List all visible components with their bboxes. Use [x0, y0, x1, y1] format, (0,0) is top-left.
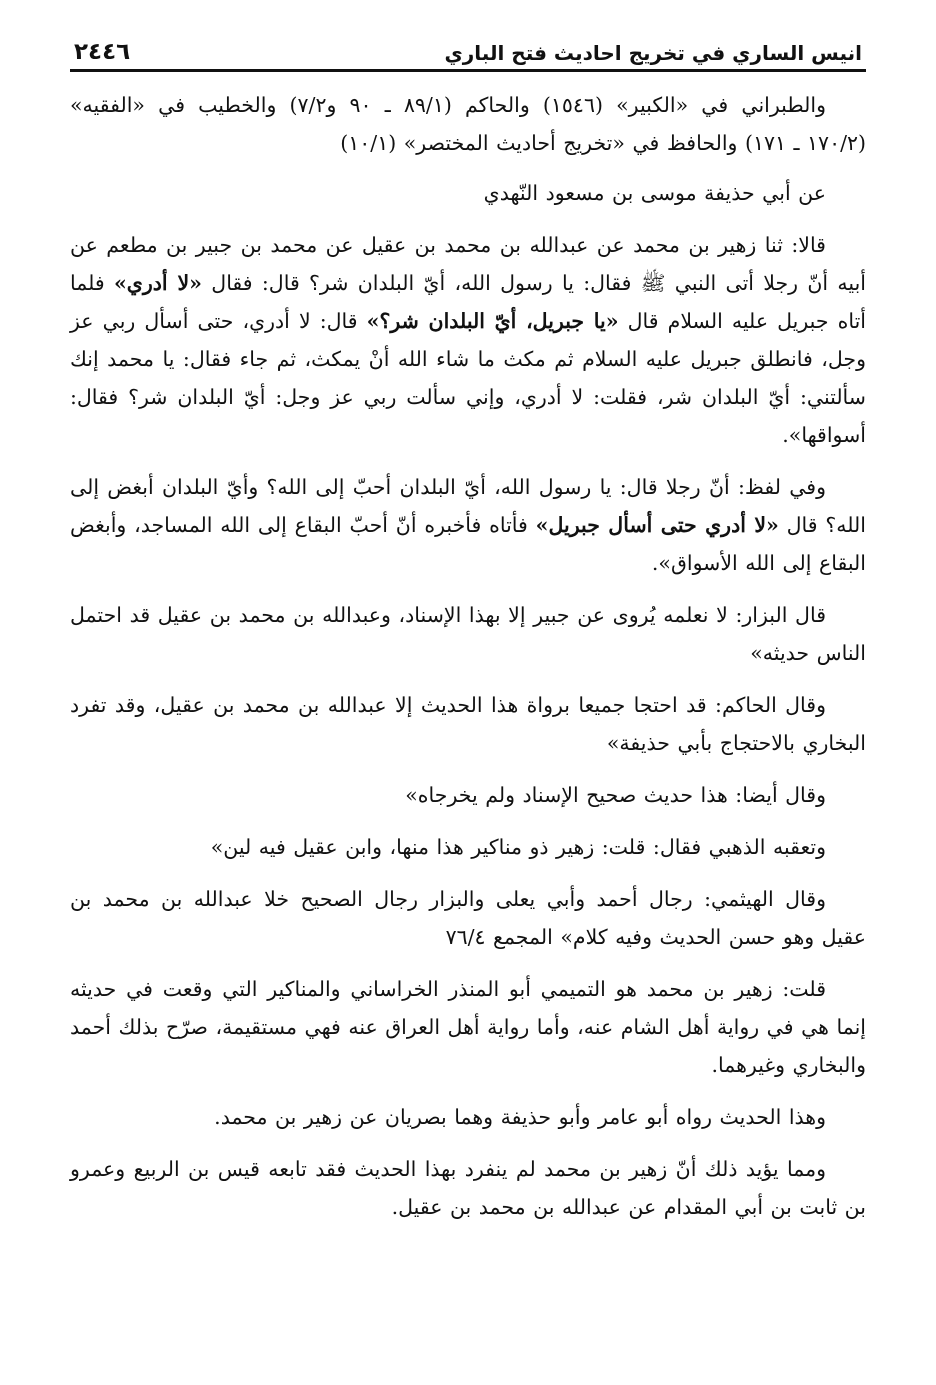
book-page [70, 28, 866, 1240]
paragraph-p9 [70, 880, 866, 956]
text-segment: وفي لفظ: أنّ رجلا قال: يا رسول الله، أيّ البلدان أحبّ إلى الله؟ وأيّ البلدان أبغض إلى الله؟ قال [70, 475, 866, 537]
running-title: انيس الساري في تخريج احاديث فتح الباري [444, 41, 862, 65]
paragraph-p3 [70, 226, 866, 454]
text-segment: وتعقبه الذهبي فقال: قلت: زهير ذو مناكير هذا منها، وابن عقيل فيه لين» [210, 835, 826, 859]
paragraph-p1 [70, 86, 866, 162]
paragraph-p2 [70, 174, 866, 212]
text-segment: قال البزار: لا نعلمه يُروى عن جبير إلا بهذا الإسناد، وعبدالله بن محمد بن عقيل قد احتمل الناس حديثه» [70, 603, 866, 665]
text-segment: قال: لا أدري، حتى أسأل ربي عز وجل، فانطلق جبريل عليه السلام ثم مكث ما شاء الله أنْ يمكث، ثم جاء فقال: يا محمد إنك سألتني: أيّ البلدان شر، فقلت: لا أدري، وإني سألت ربي عز وجل: أيّ البلدان شر؟ فقال: أسواقها». [70, 309, 866, 447]
paragraph-p12 [70, 1150, 866, 1226]
text-segment: وقال أيضا: هذا حديث صحيح الإسناد ولم يخرجاه» [405, 783, 826, 807]
page-number: ٢٤٤٦ [74, 39, 131, 65]
text-segment: وقال الحاكم: قد احتجا جميعا برواة هذا الحديث إلا عبدالله بن محمد بن عقيل، وقد تفرد البخاري بالاحتجاج بأبي حذيفة» [70, 693, 866, 755]
paragraph-p4 [70, 468, 866, 582]
page-body [70, 86, 866, 1226]
text-segment: قالا: ثنا زهير بن محمد عن عبدالله بن محمد بن عقيل عن محمد بن جبير بن مطعم عن أبيه أنّ رجلا أتى النبي ﷺ فقال: يا رسول الله، أيّ البلدان شر؟ قال: فقال [70, 233, 866, 295]
paragraph-p6 [70, 686, 866, 762]
text-segment: قلت: زهير بن محمد هو التميمي أبو المنذر الخراساني والمناكير التي وقعت في حديثه إنما هي في رواية أهل الشام عنه، وأما رواية أهل العراق عنه فهي مستقيمة، صرّح بذلك أحمد والبخاري وغيرهما. [70, 977, 866, 1077]
text-segment: فأتاه فأخبره أنّ أحبّ البقاع إلى الله المساجد، وأبغض البقاع إلى الله الأسواق». [70, 513, 866, 575]
paragraph-p8 [70, 828, 866, 866]
paragraph-p10 [70, 970, 866, 1084]
quoted-speech: «لا أدري حتى أسأل جبريل» [535, 513, 779, 537]
text-segment: والطبراني في «الكبير» (١٥٤٦) والحاكم (٨٩/١ ـ ٩٠ و٧/٢) والخطيب في «الفقيه» (١٧٠/٢ ـ ١٧١) والحافظ في «تخريج أحاديث المختصر» (١٠/١) [70, 93, 866, 155]
text-segment: وقال الهيثمي: رجال أحمد وأبي يعلى والبزار رجال الصحيح خلا عبدالله بن محمد بن عقيل وهو حسن الحديث وفيه كلام» المجمع ٧٦/٤ [70, 887, 866, 949]
paragraph-p7 [70, 776, 866, 814]
quoted-speech: «لا أدري» [113, 271, 202, 295]
text-segment: ومما يؤيد ذلك أنّ زهير بن محمد لم ينفرد بهذا الحديث فقد تابعه قيس بن الربيع وعمرو بن ثابت بن أبي المقدام عن عبدالله بن محمد بن عقيل. [70, 1157, 866, 1219]
text-segment: عن أبي حذيفة موسى بن مسعود النّهدي [483, 181, 826, 205]
quoted-speech: «يا جبريل، أيّ البلدان شر؟» [366, 309, 619, 333]
text-segment: وهذا الحديث رواه أبو عامر وأبو حذيفة وهما بصريان عن زهير بن محمد. [214, 1105, 826, 1129]
text-segment: فلما أتاه جبريل عليه السلام قال [70, 271, 866, 333]
paragraph-p5 [70, 596, 866, 672]
paragraph-p11 [70, 1098, 866, 1136]
page-header [70, 28, 866, 72]
